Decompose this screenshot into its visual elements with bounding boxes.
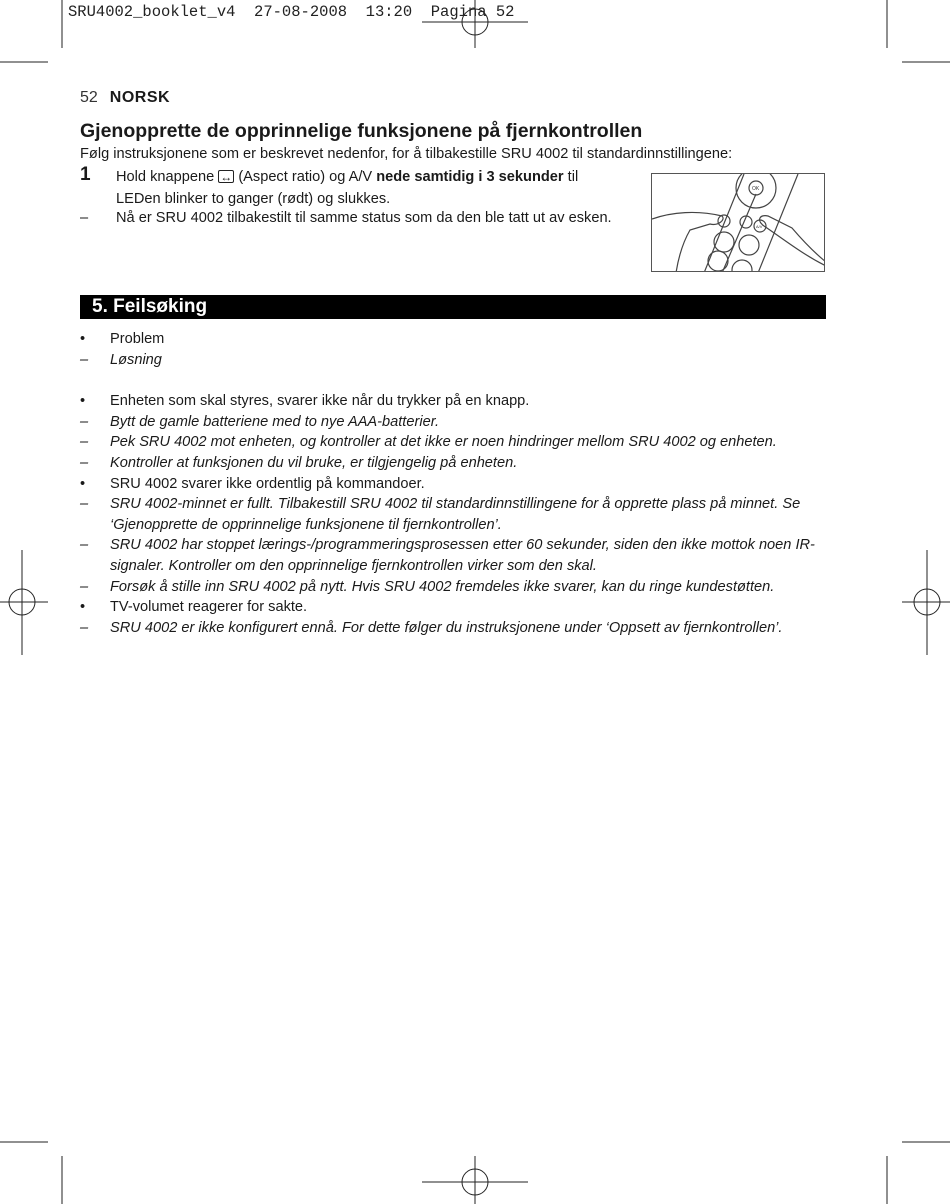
remote-illustration [651, 173, 825, 272]
registration-mark-left [0, 550, 48, 655]
solution-item [80, 453, 840, 474]
dash-marker: – [80, 619, 89, 636]
bullet-marker: • [80, 393, 86, 410]
registration-mark-right [902, 550, 950, 655]
solution-text: Bytt de gamle batteriene med to nye AAA-batterier. [110, 413, 440, 430]
step-text-part: til LEDen blinker to ganger (rødt) og slukkes. [116, 169, 579, 207]
dash-marker: – [80, 578, 89, 595]
bullet-marker: • [80, 475, 86, 492]
solution-item [80, 577, 840, 598]
remote-drawing [652, 174, 825, 272]
dash-marker: – [80, 434, 89, 451]
language-label: NORSK [109, 89, 171, 106]
page-header [80, 89, 170, 107]
reset-intro: Følg instruksjonene som er beskrevet nedenfor, for å tilbakestille SRU 4002 til standardinnstillingene: [80, 146, 733, 162]
print-slug: SRU4002_booklet_v4 27-08-2008 13:20 Pagina 52 [68, 3, 515, 21]
registration-mark-top [422, 0, 528, 48]
solution-text: SRU 4002 er ikke konfigurert ennå. For dette følger du instruksjonene under ‘Oppsett av fjernkontrollen’. [110, 619, 783, 636]
solution-text: Kontroller at funksjonen du vil bruke, er tilgjengelig på enheten. [110, 454, 518, 471]
solution-item [80, 494, 840, 535]
reset-title: Gjenopprette de opprinnelige funksjonene på fjernkontrollen [80, 120, 643, 142]
problem-text: TV-volumet reagerer for sakte. [110, 599, 308, 616]
dash-marker: – [80, 496, 89, 513]
legend-problem [80, 329, 840, 350]
av-label: A/V [756, 224, 763, 229]
dash-marker: – [80, 351, 89, 368]
legend-solution-text: Løsning [110, 351, 162, 368]
solution-item [80, 412, 840, 433]
aspect-ratio-icon [218, 170, 234, 183]
registration-mark-bottom [422, 1156, 528, 1204]
troubleshooting-items [80, 391, 840, 638]
troubleshooting-list [80, 329, 840, 638]
step-number: 1 [80, 164, 91, 185]
legend-problem-text: Problem [110, 331, 165, 347]
solution-text: Forsøk å stille inn SRU 4002 på nytt. Hvis SRU 4002 fremdeles ikke svarer, kan du ringe kundestøtten. [110, 578, 775, 595]
bullet-marker: • [80, 331, 86, 347]
ok-label: OK [752, 186, 760, 192]
solution-text: Pek SRU 4002 mot enheten, og kontroller at det ikke er noen hindringer mellom SRU 4002 og enheten. [110, 434, 777, 451]
step-text-part: (Aspect ratio) og A/V [238, 169, 373, 185]
bullet-marker: • [80, 599, 86, 616]
solution-item [80, 535, 840, 576]
section-header [80, 295, 826, 319]
solution-text: SRU 4002-minnet er fullt. Tilbakestill SRU 4002 til standardinnstillingene for å opprette plass på minnet. Se ‘Gjenopprette de opprinnelige funksjonene til fjernkontrollen’. [110, 496, 801, 533]
problem-text: Enheten som skal styres, svarer ikke når du trykker på en knapp. [110, 393, 530, 410]
reset-note: Nå er SRU 4002 tilbakestilt til samme status som da den ble tatt ut av esken. [116, 210, 612, 226]
problem-item [80, 391, 840, 412]
dash-marker: – [80, 537, 89, 554]
problem-item [80, 597, 840, 618]
section-title: 5. Feilsøking [92, 296, 208, 317]
step-text [116, 167, 626, 210]
note-dash: – [80, 210, 89, 226]
solution-item [80, 432, 840, 453]
problem-item [80, 474, 840, 495]
legend-solution [80, 350, 840, 371]
page-number: 52 [80, 89, 98, 106]
problem-text: SRU 4002 svarer ikke ordentlig på kommandoer. [110, 475, 425, 492]
step-text-part: Hold knappene [116, 169, 215, 185]
step-emphasis: nede samtidig i 3 sekunder [376, 169, 564, 185]
solution-text: SRU 4002 har stoppet lærings-/programmeringsprosessen etter 60 sekunder, siden den ikke mottok noen IR-signaler. Kontroller om den opprinnelige fjernkontrollen virker som den skal. [110, 537, 815, 574]
solution-item [80, 618, 840, 639]
dash-marker: – [80, 413, 89, 430]
dash-marker: – [80, 454, 89, 471]
